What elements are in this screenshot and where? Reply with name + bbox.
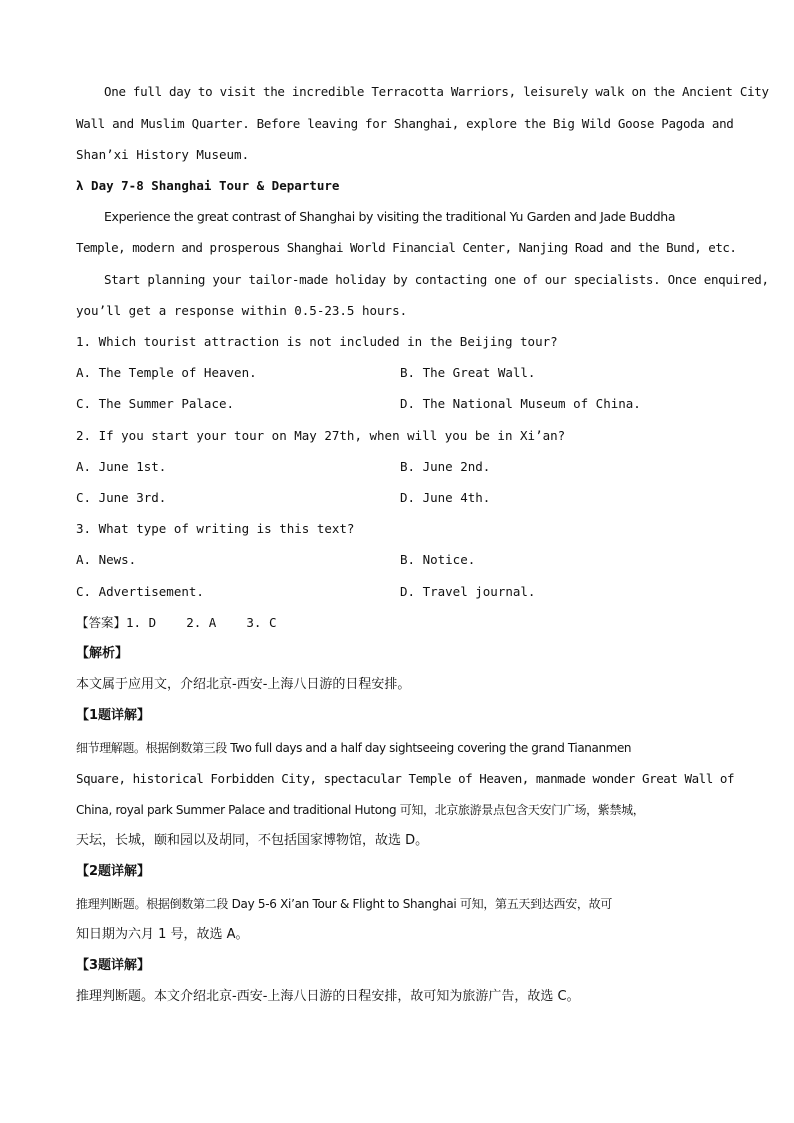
passage-p3-line2: you’ll get a response within 0.5-23.5 hours. — [76, 303, 408, 318]
analysis-summary: 本文属于应用文，介绍北京-西安-上海八日游的日程安排。 — [76, 677, 411, 692]
question-1-stem: 1. Which tourist attraction is not included in the Beijing tour? — [76, 334, 558, 349]
day-heading: λ Day 7-8 Shanghai Tour & Departure — [76, 178, 340, 193]
passage-p1-line3: Shan’xi History Museum. — [76, 147, 250, 162]
q1-detail-line4: 天坛，长城，颐和园以及胡同，不包括国家博物馆，故选 D。 — [76, 833, 429, 848]
question-1-option-b: B. The Great Wall. — [400, 365, 536, 380]
question-3-option-a: A. News. — [76, 552, 137, 567]
question-2-option-d: D. June 4th. — [400, 490, 491, 505]
question-1-option-c: C. The Summer Palace. — [76, 396, 235, 411]
question-3-option-b: B. Notice. — [400, 552, 476, 567]
passage-p1-line1: One full day to visit the incredible Terracotta Warriors, leisurely walk on the Ancient City — [104, 84, 769, 99]
q1-detail-line1: 细节理解题。根据倒数第三段 Two full days and a half day sightseeing covering the grand Tiananmen — [76, 741, 632, 755]
question-2-option-a: A. June 1st. — [76, 459, 167, 474]
question-3-option-c: C. Advertisement. — [76, 584, 204, 599]
question-2-option-b: B. June 2nd. — [400, 459, 491, 474]
question-3-option-d: D. Travel journal. — [400, 584, 536, 599]
question-1-option-d: D. The National Museum of China. — [400, 396, 641, 411]
passage-p1-line2: Wall and Muslim Quarter. Before leaving for Shanghai, explore the Big Wild Goose Pagoda and — [76, 116, 734, 131]
answer-key: 【答案】1. D 2. A 3. C — [76, 615, 277, 630]
question-2-option-c: C. June 3rd. — [76, 490, 167, 505]
q3-detail-line1: 推理判断题。本文介绍北京-西安-上海八日游的日程安排，故可知为旅游广告，故选 C。 — [76, 989, 580, 1004]
analysis-label: 【解析】 — [76, 646, 129, 661]
q1-detail-line3: China, royal park Summer Palace and traditional Hutong 可知，北京旅游景点包含天安门广场，紫禁城， — [76, 803, 645, 817]
question-3-stem: 3. What type of writing is this text? — [76, 521, 355, 536]
question-1-option-a: A. The Temple of Heaven. — [76, 365, 257, 380]
question-2-stem: 2. If you start your tour on May 27th, when will you be in Xi’an? — [76, 428, 566, 443]
passage-p2-line1: Experience the great contrast of Shanghai by visiting the traditional Yu Garden and Jade Buddha — [104, 209, 676, 224]
q2-detail-line2: 知日期为六月 1 号，故选 A。 — [76, 927, 249, 942]
q1-detail-line2: Square, historical Forbidden City, spectacular Temple of Heaven, manmade wonder Great Wall of — [76, 771, 735, 786]
q3-detail-label: 【3题详解】 — [76, 958, 151, 973]
q2-detail-line1: 推理判断题。根据倒数第二段 Day 5-6 Xi’an Tour & Flight to Shanghai 可知，第五天到达西安，故可 — [76, 897, 613, 911]
passage-p2-line2: Temple, modern and prosperous Shanghai World Financial Center, Nanjing Road and the Bund, etc. — [76, 240, 737, 255]
passage-p3-line1: Start planning your tailor-made holiday by contacting one of our specialists. Once enquired, — [104, 272, 769, 287]
q2-detail-label: 【2题详解】 — [76, 864, 151, 879]
q1-detail-label: 【1题详解】 — [76, 708, 151, 723]
